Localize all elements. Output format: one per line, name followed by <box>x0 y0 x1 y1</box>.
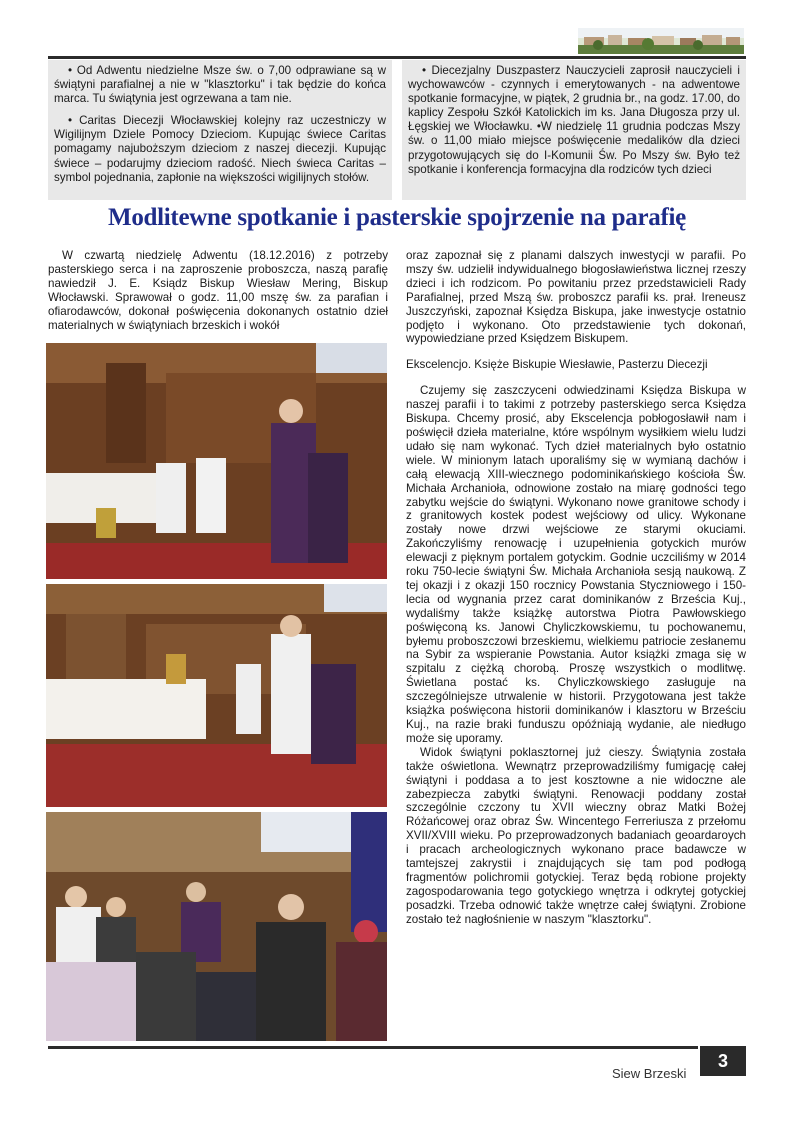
article-intro <box>48 249 388 332</box>
article-speech-part2: Widok świątyni poklasztornej już cieszy. Świątynia została także oświetlona. Wewnątrz przeprowadziliśmy fumigację całej świątyni i poddasa a to jest kosztowne a nie widoczne ale zabezpiecza zabytki świątyni. Renowacji poddany został szczególnie czczony tu XVII wieczny obraz Matki Bożej Różańcowej oraz obraz Św. Wincentego Ferreriusza z przełomu XVII/XVIII wieku. Po przeprowadzonych badaniach geoardaroych i pracach archeologicznych wykonano prace badawcze w tamtejszej zakrystii i znajdujących się tam pod podłogą fragmentów polichromii gotyckiej. Teraz będą robione projekty zagospodarowania tego gotyckiego wnętrza i odkrytej gotyckiej posadzki. Trzeba odnowić także wnętrze całej świątyni. Zrobione zostało też nagłośnienie w naszym "klasztorku". <box>406 745 746 926</box>
photo-blessing-families <box>46 812 387 1041</box>
photo-altar-mass <box>46 584 387 807</box>
publication-name: Siew Brzeski <box>612 1066 687 1081</box>
header-town-photo <box>578 28 744 54</box>
page-number: 3 <box>700 1046 746 1076</box>
announcement-caritas: • Caritas Diecezji Włocławskiej kolejny raz uczestniczy w Wigilijnym Dziele Pomocy Dzieciom. Kupując świece Caritas pomagamy najuboższym dzieciom z naszej diecezji. Kupując świece – podarujmy dzieciom radość. Niech świeca Caritas – symbol pojednania, zapłonie na większości wigilijnych stołów. <box>54 114 386 184</box>
photo-bishop-at-lectern <box>46 343 387 579</box>
announcement-adwent: • Od Adwentu niedzielne Msze św. o 7,00 odprawiane są w świątyni parafialnej a nie w "klasztorku" i tak będzie do końca marca. Tu świątynia jest ogrzewana a tam nie. <box>54 64 386 106</box>
announcement-teachers: • Diecezjalny Duszpasterz Nauczycieli zaprosił nauczycieli i wychowawców - czynnych i emerytowanych - na adwentowe spotkanie formacyjne, w piątek, 2 grudnia br., na godz. 17.00, do kaplicy Zespołu Szkół Katolickich im ks. Jana Długosza przy ul. Łęgskiej we Włocławku. •W niedzielę 11 grudnia podczas Mszy św. o 11,00 miało miejsce poświęcenie medalików dla dzieci przygotowujących się do I-Komunii Św. Po Mszy św. Było też spotkanie i konferencja formacyjna dla rodziców tych dzieci <box>408 64 740 176</box>
bottom-rule <box>48 1046 698 1049</box>
article-intro-text: W czwartą niedzielę Adwentu (18.12.2016) z potrzeby pasterskiego serca i na zaproszenie proboszcza, naszą parafię nawiedził J. E. Ksiądz Biskup Wiesław Mering, Biskup Włocławski. Sprawował o godz. 11,00 mszę św. za parafian i ofiarodawców, dokonał poświęcenia dokonanych ostatnio dzieł materialnych w świątyniach brzeskich i wokół <box>48 249 388 332</box>
article-right-column <box>406 249 746 927</box>
announcements-box-right <box>402 60 746 200</box>
article-salutation: Ekscelencjo. Księże Biskupie Wiesławie, Pasterzu Diecezji <box>406 358 708 372</box>
article-title: Modlitewne spotkanie i pasterskie spojrzenie na parafię <box>108 204 686 231</box>
top-rule <box>48 56 746 59</box>
announcements-box-left <box>48 60 392 200</box>
article-visit-summary: oraz zapoznał się z planami dalszych inwestycji w parafii. Po mszy św. udzielił indywidualnego błogosławieństwa licznej rzeszy dzieci i ich rodzicom. Po powitaniu przez przedstawicieli Rady Parafialnej, przed Mszą św. proboszcz parafii ks. prał. Ireneusz Juszczyński, zapoznał Księdza Biskupa, jake inwestycje ostatnio podjęto i wykonano. Oto przedstawienie tych dokonań, wypowiedziane przed Księdzem Biskupem. <box>406 249 746 346</box>
article-speech-part1: Czujemy się zaszczyceni odwiedzinami Księdza Biskupa w naszej parafii i to takimi z potrzeby pasterskiego serca Księdza Biskupa. Chcemy prosić, aby Ekscelencja pobłogosławił nam i poświęcił dzieła materialne, które wspólnym wysiłkiem wielu ludzi udało się nam wykonać. Tych dzieł materialnych było ostatnio wiele. W minionym latach uporaliśmy się w wymianą dachów i całą elewacją XIII-wiecznego podominikańskiego kościoła Św. Michała Archanioła, odnowione zostało na miarę godności tego zabytku wejście do świątyni. Wykonano nowe granitowe schody i z granitowych kostek podest wejściowy od ulicy. Wykonane zostały nowe drzwi wejściowe ze starymi okuciami. Zakończyliśmy renowację i uzupełnienia gotyckich murów elewacji z pięknym portalem gotyckim. Godnie uczciliśmy w 2014 roku 750-lecie świątyni Św. Michała Archanioła sesją naukową. Z tej okazji i z okazji 150 rocznicy Powstania Styczniowego i 150-lecia od wygnania przez carat dominikanów z Brześcia Kuj., wydaliśmy także książkę autorstwa Piotra Pawłowskiego poświęconą ks. Janowi Chyliczkowskiemu, tu pochowanemu, byłemu proboszczowi brzeskiemu, wielkiemu patriocie zesłanemu na Sybir za wspieranie Powstania. Autor książki zmaga się w szpitalu z ciężką chorobą. Proszę wszystkich o modlitwę. Świetlana postać ks. Chyliczkowskiego zasługuje na szczególniejsze utrwalenie w historii. Przygotowana jest także książka poświęcona historii dominikanów i klasztoru w Brześciu Kuj., na razie braki funduszu opóźniają wydanie, ale niedługo może się uporamy. <box>406 384 746 745</box>
